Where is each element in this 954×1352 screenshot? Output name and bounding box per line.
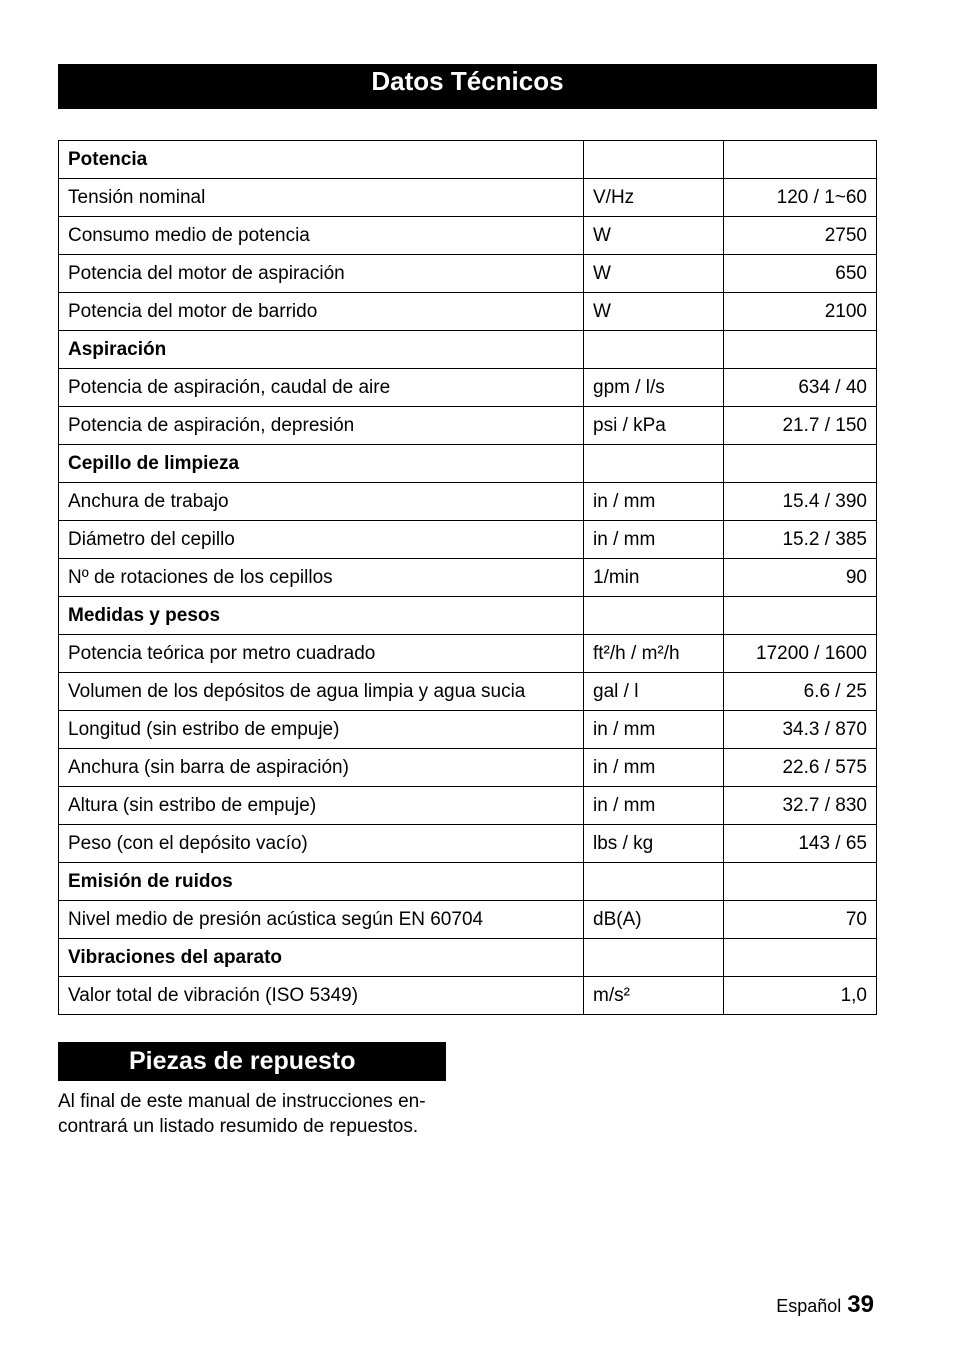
row-unit: in / mm	[584, 483, 724, 521]
row-value	[724, 331, 877, 369]
row-value	[724, 863, 877, 901]
row-value: 6.6 / 25	[724, 673, 877, 711]
row-unit: V/Hz	[584, 179, 724, 217]
row-value: 120 / 1~60	[724, 179, 877, 217]
table-section-row	[59, 445, 877, 483]
row-unit: 1/min	[584, 559, 724, 597]
table-row	[59, 901, 877, 939]
row-label: Emisión de ruidos	[59, 863, 584, 901]
row-unit: W	[584, 293, 724, 331]
section-title-piezas-de-repuesto	[58, 1042, 446, 1081]
row-label: Valor total de vibración (ISO 5349)	[59, 977, 584, 1015]
technical-data-table-body	[59, 141, 877, 1015]
row-unit: dB(A)	[584, 901, 724, 939]
row-value: 90	[724, 559, 877, 597]
row-unit: in / mm	[584, 711, 724, 749]
row-unit: m/s²	[584, 977, 724, 1015]
table-row	[59, 407, 877, 445]
spare-parts-heading: Piezas de repuesto	[129, 1047, 356, 1075]
row-value: 34.3 / 870	[724, 711, 877, 749]
row-value: 70	[724, 901, 877, 939]
table-row	[59, 369, 877, 407]
row-label: Potencia de aspiración, depresión	[59, 407, 584, 445]
row-unit: gal / l	[584, 673, 724, 711]
table-row	[59, 179, 877, 217]
table-section-row	[59, 597, 877, 635]
row-label: Vibraciones del aparato	[59, 939, 584, 977]
table-row	[59, 255, 877, 293]
row-unit: in / mm	[584, 521, 724, 559]
row-value: 21.7 / 150	[724, 407, 877, 445]
table-row	[59, 559, 877, 597]
row-label: Volumen de los depósitos de agua limpia y agua sucia	[59, 673, 584, 711]
row-value: 15.4 / 390	[724, 483, 877, 521]
technical-data-table	[58, 140, 877, 1015]
table-section-row	[59, 939, 877, 977]
row-value: 32.7 / 830	[724, 787, 877, 825]
row-label: Cepillo de limpieza	[59, 445, 584, 483]
row-value	[724, 597, 877, 635]
row-unit: psi / kPa	[584, 407, 724, 445]
footer-language: Español	[776, 1296, 842, 1316]
row-label: Potencia teórica por metro cuadrado	[59, 635, 584, 673]
row-value: 2750	[724, 217, 877, 255]
row-value: 17200 / 1600	[724, 635, 877, 673]
row-value	[724, 445, 877, 483]
row-unit	[584, 597, 724, 635]
row-label: Nivel medio de presión acústica según EN 60704	[59, 901, 584, 939]
row-label: Nº de rotaciones de los cepillos	[59, 559, 584, 597]
row-label: Potencia	[59, 141, 584, 179]
row-label: Longitud (sin estribo de empuje)	[59, 711, 584, 749]
table-row	[59, 483, 877, 521]
table-row	[59, 521, 877, 559]
spare-parts-text	[58, 1089, 478, 1139]
page-title: Datos Técnicos	[371, 66, 564, 96]
table-row	[59, 293, 877, 331]
section-title-datos-tecnicos	[58, 64, 877, 109]
row-label: Anchura (sin barra de aspiración)	[59, 749, 584, 787]
table-section-row	[59, 141, 877, 179]
row-label: Consumo medio de potencia	[59, 217, 584, 255]
spare-parts-text-line-1: Al final de este manual de instrucciones en-	[58, 1091, 426, 1112]
row-label: Anchura de trabajo	[59, 483, 584, 521]
row-value: 143 / 65	[724, 825, 877, 863]
row-label: Potencia de aspiración, caudal de aire	[59, 369, 584, 407]
row-unit	[584, 141, 724, 179]
table-row	[59, 711, 877, 749]
row-unit: lbs / kg	[584, 825, 724, 863]
row-label: Medidas y pesos	[59, 597, 584, 635]
row-label: Potencia del motor de barrido	[59, 293, 584, 331]
row-label: Altura (sin estribo de empuje)	[59, 787, 584, 825]
spare-parts-text-line-2: contrará un listado resumido de repuestos.	[58, 1116, 419, 1137]
row-unit: in / mm	[584, 787, 724, 825]
row-value	[724, 939, 877, 977]
row-unit: W	[584, 217, 724, 255]
row-unit: gpm / l/s	[584, 369, 724, 407]
page-footer	[776, 1290, 874, 1321]
table-row	[59, 787, 877, 825]
row-value	[724, 141, 877, 179]
row-label: Tensión nominal	[59, 179, 584, 217]
page-number: 39	[847, 1291, 874, 1318]
row-unit: in / mm	[584, 749, 724, 787]
row-label: Aspiración	[59, 331, 584, 369]
table-row	[59, 749, 877, 787]
table-row	[59, 825, 877, 863]
table-row	[59, 217, 877, 255]
row-unit: ft²/h / m²/h	[584, 635, 724, 673]
row-label: Potencia del motor de aspiración	[59, 255, 584, 293]
table-row	[59, 673, 877, 711]
row-unit	[584, 863, 724, 901]
table-row	[59, 635, 877, 673]
row-unit	[584, 445, 724, 483]
row-value: 2100	[724, 293, 877, 331]
row-label: Diámetro del cepillo	[59, 521, 584, 559]
row-value: 634 / 40	[724, 369, 877, 407]
row-value: 1,0	[724, 977, 877, 1015]
row-label: Peso (con el depósito vacío)	[59, 825, 584, 863]
row-unit	[584, 939, 724, 977]
row-unit: W	[584, 255, 724, 293]
table-section-row	[59, 331, 877, 369]
row-unit	[584, 331, 724, 369]
table-row	[59, 977, 877, 1015]
table-section-row	[59, 863, 877, 901]
row-value: 15.2 / 385	[724, 521, 877, 559]
row-value: 22.6 / 575	[724, 749, 877, 787]
row-value: 650	[724, 255, 877, 293]
